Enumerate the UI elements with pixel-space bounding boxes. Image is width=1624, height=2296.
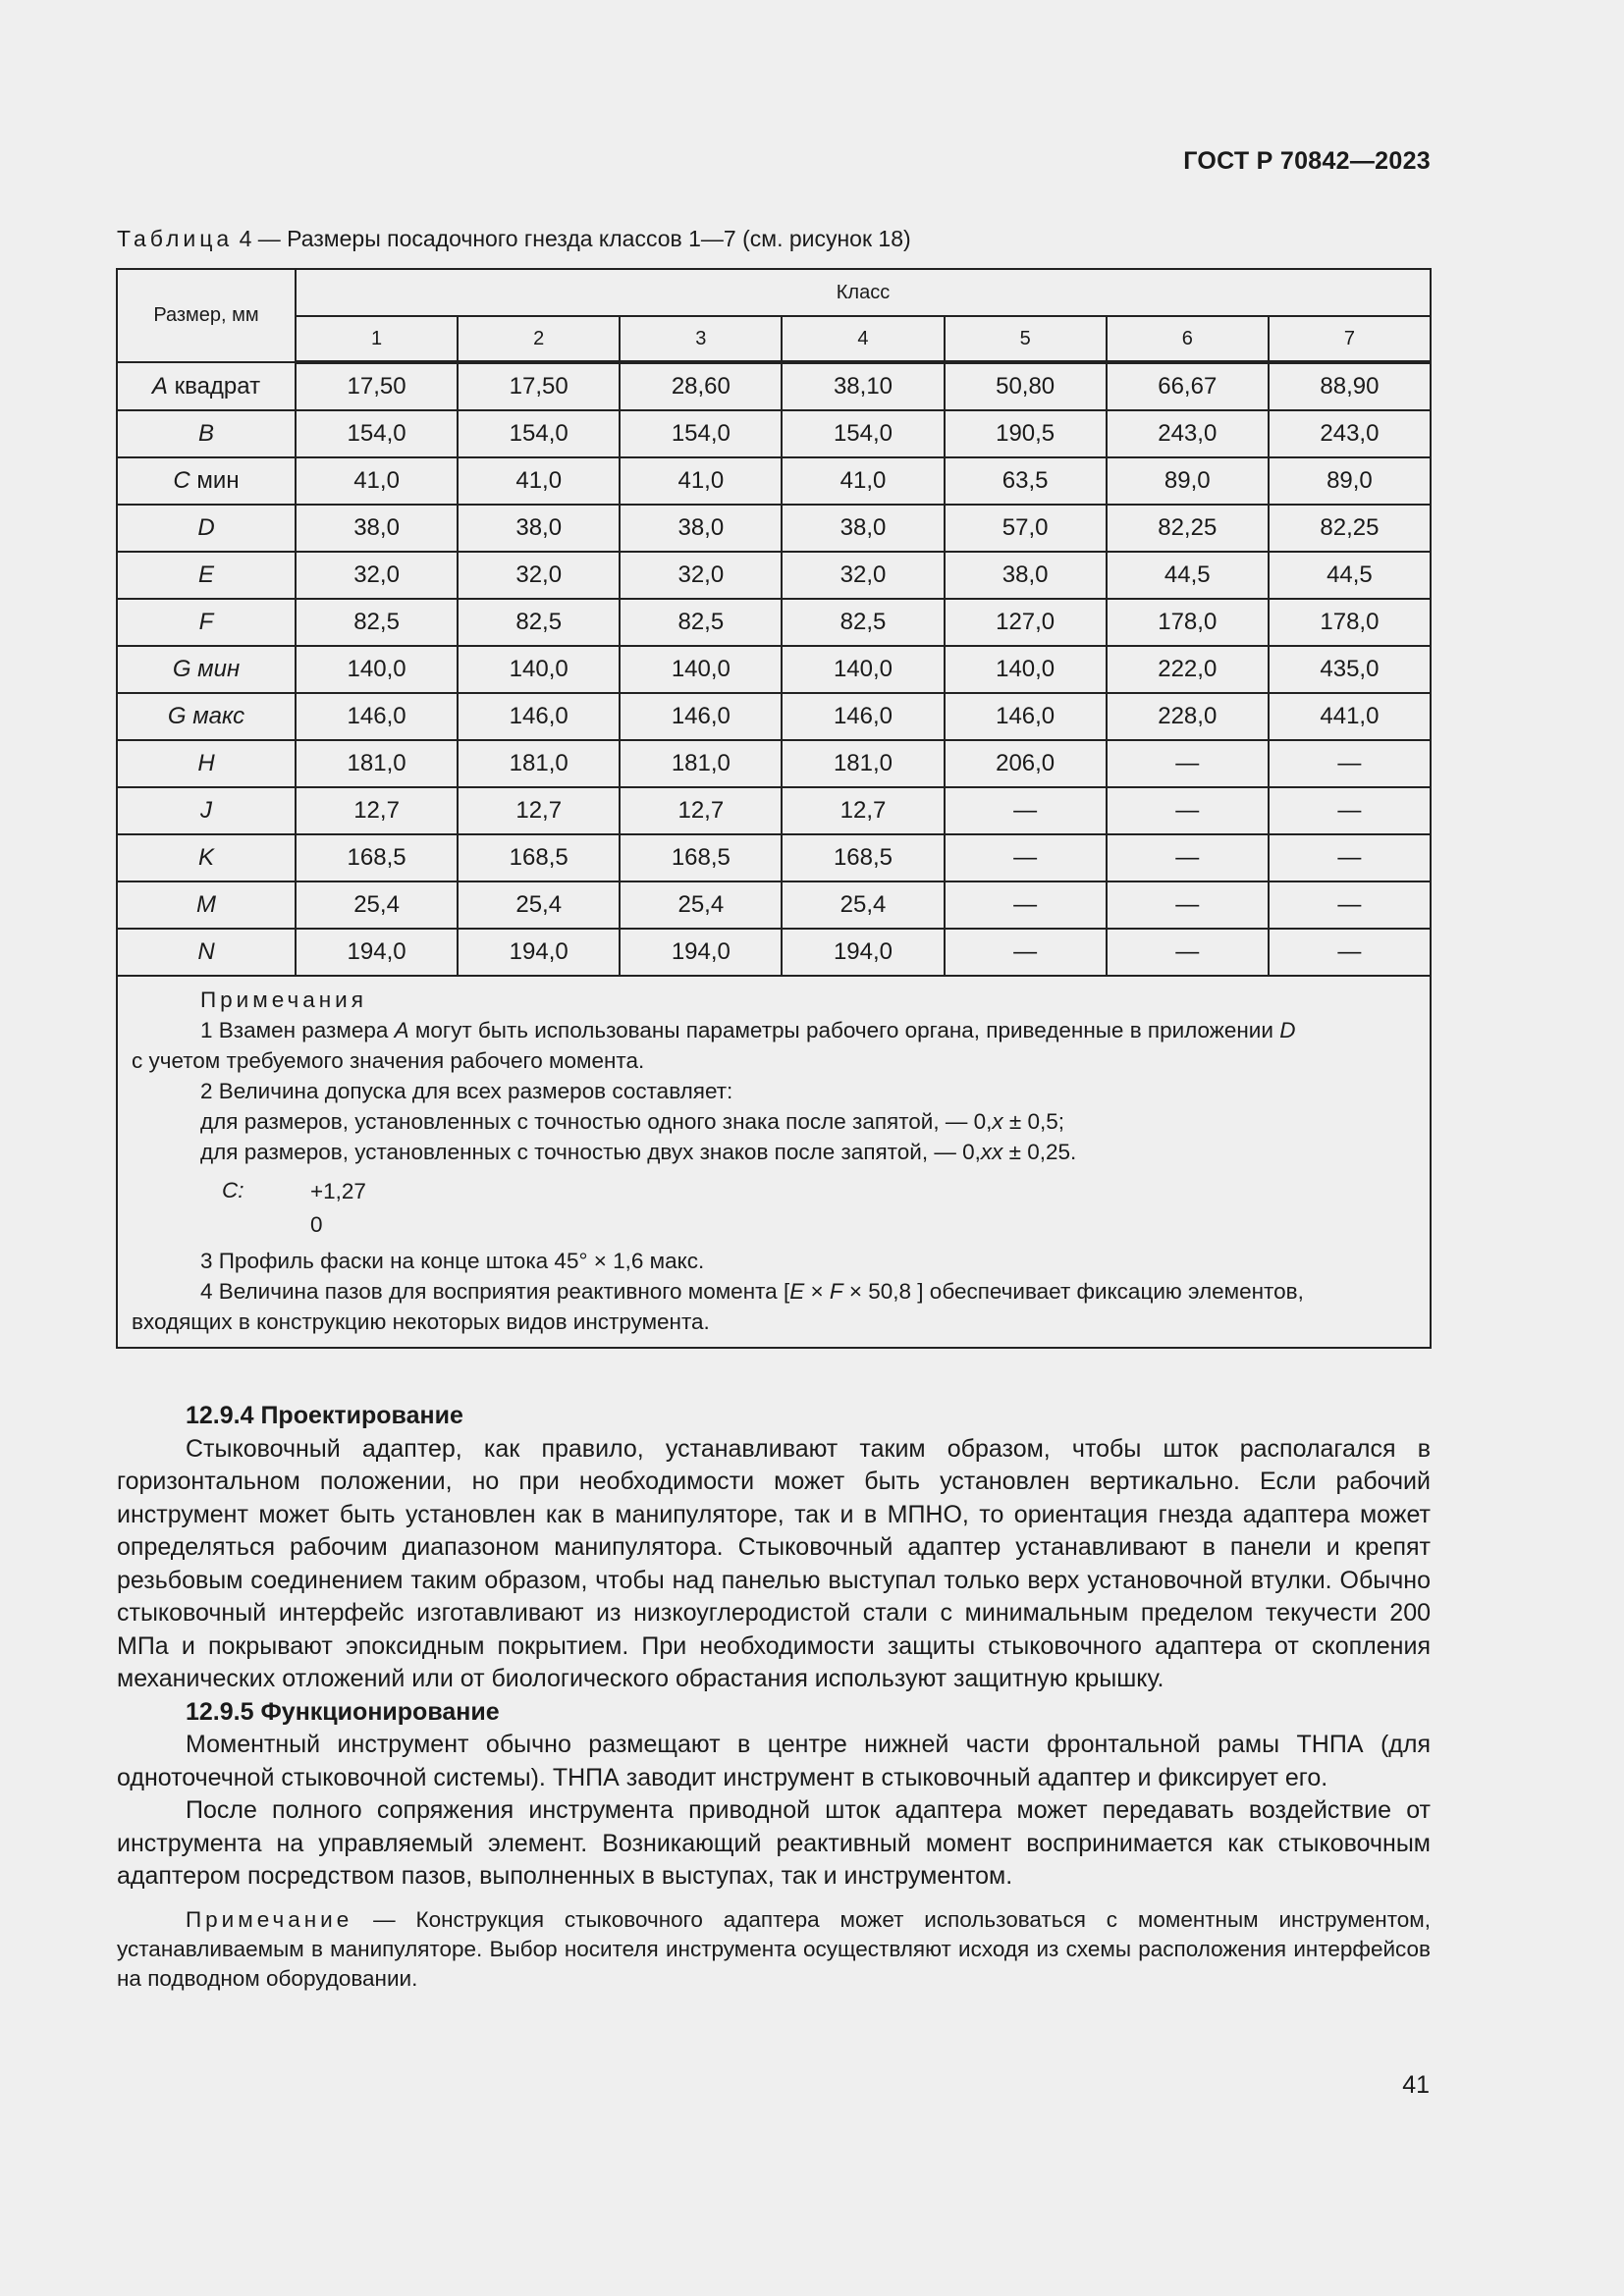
table-cell: 194,0 — [620, 929, 782, 976]
table-row — [117, 410, 1431, 457]
section-heading-operation: 12.9.5 Функционирование — [186, 1697, 500, 1726]
notes-title: Примечания — [200, 988, 367, 1012]
table-row — [117, 552, 1431, 599]
table-cell: 181,0 — [782, 740, 944, 787]
table-cell: 82,5 — [296, 599, 458, 646]
table-cell: 181,0 — [296, 740, 458, 787]
note-4: 4 Величина пазов для восприятия реактивного момента [E × F × 50,8 ] обеспечивает фиксацию элементов, — [200, 1279, 1304, 1304]
table-cell: — — [1107, 787, 1269, 834]
table-row — [117, 787, 1431, 834]
row-label: G мин — [117, 646, 296, 693]
table-cell: — — [1107, 881, 1269, 929]
table-cell: 25,4 — [458, 881, 620, 929]
body-text — [117, 1400, 1431, 1994]
class-header-1: 1 — [296, 316, 458, 362]
table-cell: 222,0 — [1107, 646, 1269, 693]
note-4-continuation: входящих в конструкцию некоторых видов инструмента. — [132, 1309, 710, 1334]
table-cell: 190,5 — [945, 410, 1107, 457]
table-cell: — — [945, 929, 1107, 976]
table-cell: 32,0 — [458, 552, 620, 599]
table-cell: 41,0 — [296, 457, 458, 505]
section-design-paragraph: Стыковочный адаптер, как правило, устанавливают таким образом, чтобы шток располагался в горизонтальном положении, но при необходимости может быть установлен вертикально. Если рабочий инструмент может быть установлен как в манипуляторе, так и в МПНО, то ориентация гнезда адаптера может определяться рабочим диапазоном манипулятора. Стыковочный адаптер устанавливают в панели и крепят резьбовым соединением таким образом, чтобы над панелью выступал только верх установочной втулки. Обычно стыковочный интерфейс изготавливают из низкоуглеродистой стали с минимальным пределом текучести 200 МПа и покрывают эпоксидным покрытием. При необходимости защиты стыковочного адаптера от скопления механических отложений или от биологического обрастания используют защитную крышку. — [117, 1434, 1431, 1692]
section-operation-paragraph-1: Моментный инструмент обычно размещают в центре нижней части фронтальной рамы ТНПА (для одноточечной стыковочной системы). ТНПА заводит инструмент в стыковочный адаптер и фиксирует его. — [117, 1731, 1431, 1791]
table-cell: 181,0 — [458, 740, 620, 787]
table-cell: — — [945, 881, 1107, 929]
table-cell: — — [1107, 740, 1269, 787]
row-label: N — [117, 929, 296, 976]
table-cell: 146,0 — [458, 693, 620, 740]
tolerance-label: C: — [222, 1178, 244, 1202]
table-cell: 154,0 — [620, 410, 782, 457]
table-cell: — — [1269, 929, 1431, 976]
table-cell: 146,0 — [296, 693, 458, 740]
table-cell: 154,0 — [296, 410, 458, 457]
table-row — [117, 646, 1431, 693]
table-cell: 181,0 — [620, 740, 782, 787]
table-row — [117, 740, 1431, 787]
note-2: 2 Величина допуска для всех размеров составляет: — [200, 1079, 733, 1103]
table-cell: 32,0 — [782, 552, 944, 599]
table-cell: 38,0 — [296, 505, 458, 552]
table-caption-text: 4 — Размеры посадочного гнезда классов 1—7 (см. рисунок 18) — [233, 226, 911, 251]
table-cell: 57,0 — [945, 505, 1107, 552]
table-cell: 206,0 — [945, 740, 1107, 787]
table-cell: 82,25 — [1107, 505, 1269, 552]
table-row — [117, 834, 1431, 881]
table-cell: 38,10 — [782, 362, 944, 410]
table-cell: 66,67 — [1107, 362, 1269, 410]
note-3: 3 Профиль фаски на конце штока 45° × 1,6 макс. — [200, 1249, 705, 1273]
tolerance-c — [132, 1175, 1416, 1242]
table-cell: 146,0 — [945, 693, 1107, 740]
table-cell: 178,0 — [1269, 599, 1431, 646]
table-cell: 441,0 — [1269, 693, 1431, 740]
row-label: J — [117, 787, 296, 834]
table-cell: 168,5 — [296, 834, 458, 881]
row-label: K — [117, 834, 296, 881]
table-notes — [117, 976, 1431, 1348]
table-cell: 194,0 — [296, 929, 458, 976]
table-cell: 50,80 — [945, 362, 1107, 410]
table-cell: 38,0 — [458, 505, 620, 552]
class-header-4: 4 — [782, 316, 944, 362]
note-1: 1 Взамен размера A могут быть использованы параметры рабочего органа, приведенные в приложении D — [200, 1018, 1296, 1042]
table-row — [117, 599, 1431, 646]
table-row — [117, 457, 1431, 505]
table-cell: 88,90 — [1269, 362, 1431, 410]
table-caption — [117, 226, 911, 252]
table-cell: 435,0 — [1269, 646, 1431, 693]
note-2-line-1: для размеров, установленных с точностью одного знака после запятой, — 0,x ± 0,5; — [200, 1109, 1064, 1134]
table-cell: 146,0 — [782, 693, 944, 740]
table-cell: 82,5 — [458, 599, 620, 646]
table-cell: 17,50 — [296, 362, 458, 410]
table-cell: 140,0 — [620, 646, 782, 693]
table-cell: — — [1269, 740, 1431, 787]
row-label: A квадрат — [117, 362, 296, 410]
row-label: H — [117, 740, 296, 787]
table-cell: — — [1107, 929, 1269, 976]
table-cell: 17,50 — [458, 362, 620, 410]
table-cell: 12,7 — [296, 787, 458, 834]
table-cell: 25,4 — [296, 881, 458, 929]
table-cell: — — [1269, 787, 1431, 834]
table-cell: 89,0 — [1107, 457, 1269, 505]
table-cell: 32,0 — [620, 552, 782, 599]
section-note — [117, 1905, 1431, 1994]
size-column-header: Размер, мм — [117, 269, 296, 362]
table-cell: 154,0 — [782, 410, 944, 457]
tolerance-lower: 0 — [310, 1212, 323, 1237]
table-cell: 154,0 — [458, 410, 620, 457]
class-header-3: 3 — [620, 316, 782, 362]
class-column-header: Класс — [296, 269, 1431, 316]
table-row — [117, 693, 1431, 740]
table-cell: 243,0 — [1107, 410, 1269, 457]
note-1-continuation: с учетом требуемого значения рабочего момента. — [132, 1048, 645, 1073]
table-cell: 32,0 — [296, 552, 458, 599]
row-label: M — [117, 881, 296, 929]
class-header-7: 7 — [1269, 316, 1431, 362]
class-header-5: 5 — [945, 316, 1107, 362]
table-cell: 41,0 — [620, 457, 782, 505]
table-cell: — — [1107, 834, 1269, 881]
table-row — [117, 362, 1431, 410]
row-label: G макс — [117, 693, 296, 740]
table-cell: 82,5 — [782, 599, 944, 646]
table-cell: 243,0 — [1269, 410, 1431, 457]
document-code: ГОСТ Р 70842—2023 — [1183, 147, 1431, 175]
row-label: C мин — [117, 457, 296, 505]
table-cell: 127,0 — [945, 599, 1107, 646]
table-cell: 82,5 — [620, 599, 782, 646]
table-cell: 228,0 — [1107, 693, 1269, 740]
class-header-6: 6 — [1107, 316, 1269, 362]
table-cell: 178,0 — [1107, 599, 1269, 646]
table-cell: 194,0 — [458, 929, 620, 976]
table-cell: 89,0 — [1269, 457, 1431, 505]
table-row — [117, 929, 1431, 976]
table-row — [117, 881, 1431, 929]
table-cell: — — [1269, 881, 1431, 929]
section-note-word: Примечание — [186, 1906, 353, 1932]
table-cell: 25,4 — [782, 881, 944, 929]
table-cell: 168,5 — [620, 834, 782, 881]
tolerance-upper: +1,27 — [310, 1179, 366, 1203]
table-cell: 63,5 — [945, 457, 1107, 505]
table-cell: 38,0 — [945, 552, 1107, 599]
table-cell: 38,0 — [782, 505, 944, 552]
table-row — [117, 505, 1431, 552]
table-cell: 12,7 — [782, 787, 944, 834]
class-header-2: 2 — [458, 316, 620, 362]
row-label: E — [117, 552, 296, 599]
page-number: 41 — [1402, 2071, 1430, 2099]
table-cell: 38,0 — [620, 505, 782, 552]
table-cell: 44,5 — [1107, 552, 1269, 599]
table-cell: 140,0 — [458, 646, 620, 693]
table-cell: 28,60 — [620, 362, 782, 410]
section-operation-paragraph-2: После полного сопряжения инструмента приводной шток адаптера может передавать воздействие от инструмента на управляемый элемент. Возникающий реактивный момент воспринимается как стыковочным адаптером посредством пазов, выполненных в выступах, так и инструментом. — [117, 1796, 1431, 1890]
table-cell: 194,0 — [782, 929, 944, 976]
section-note-text: — Конструкция стыковочного адаптера может использоваться с моментным инструментом, устанавливаемым в манипуляторе. Выбор носителя инструмента осуществляют исходя из схемы расположения интерфейсов на подводном оборудовании. — [117, 1906, 1431, 1991]
table-cell: 12,7 — [458, 787, 620, 834]
row-label: D — [117, 505, 296, 552]
row-label: F — [117, 599, 296, 646]
section-heading-design: 12.9.4 Проектирование — [186, 1402, 463, 1429]
table-cell: — — [945, 834, 1107, 881]
table-caption-word: Таблица — [117, 226, 234, 251]
table-cell: 168,5 — [782, 834, 944, 881]
table-cell: 44,5 — [1269, 552, 1431, 599]
table-cell: — — [1269, 834, 1431, 881]
note-2-line-2: для размеров, установленных с точностью двух знаков после запятой, — 0,xx ± 0,25. — [200, 1140, 1077, 1164]
table-cell: 41,0 — [458, 457, 620, 505]
dimensions-table — [116, 268, 1432, 1349]
table-cell: 12,7 — [620, 787, 782, 834]
table-cell: 140,0 — [945, 646, 1107, 693]
table-cell: 140,0 — [782, 646, 944, 693]
table-cell: 168,5 — [458, 834, 620, 881]
table-cell: 140,0 — [296, 646, 458, 693]
table-cell: 25,4 — [620, 881, 782, 929]
table-cell: — — [945, 787, 1107, 834]
row-label: B — [117, 410, 296, 457]
table-cell: 41,0 — [782, 457, 944, 505]
table-cell: 146,0 — [620, 693, 782, 740]
table-cell: 82,25 — [1269, 505, 1431, 552]
